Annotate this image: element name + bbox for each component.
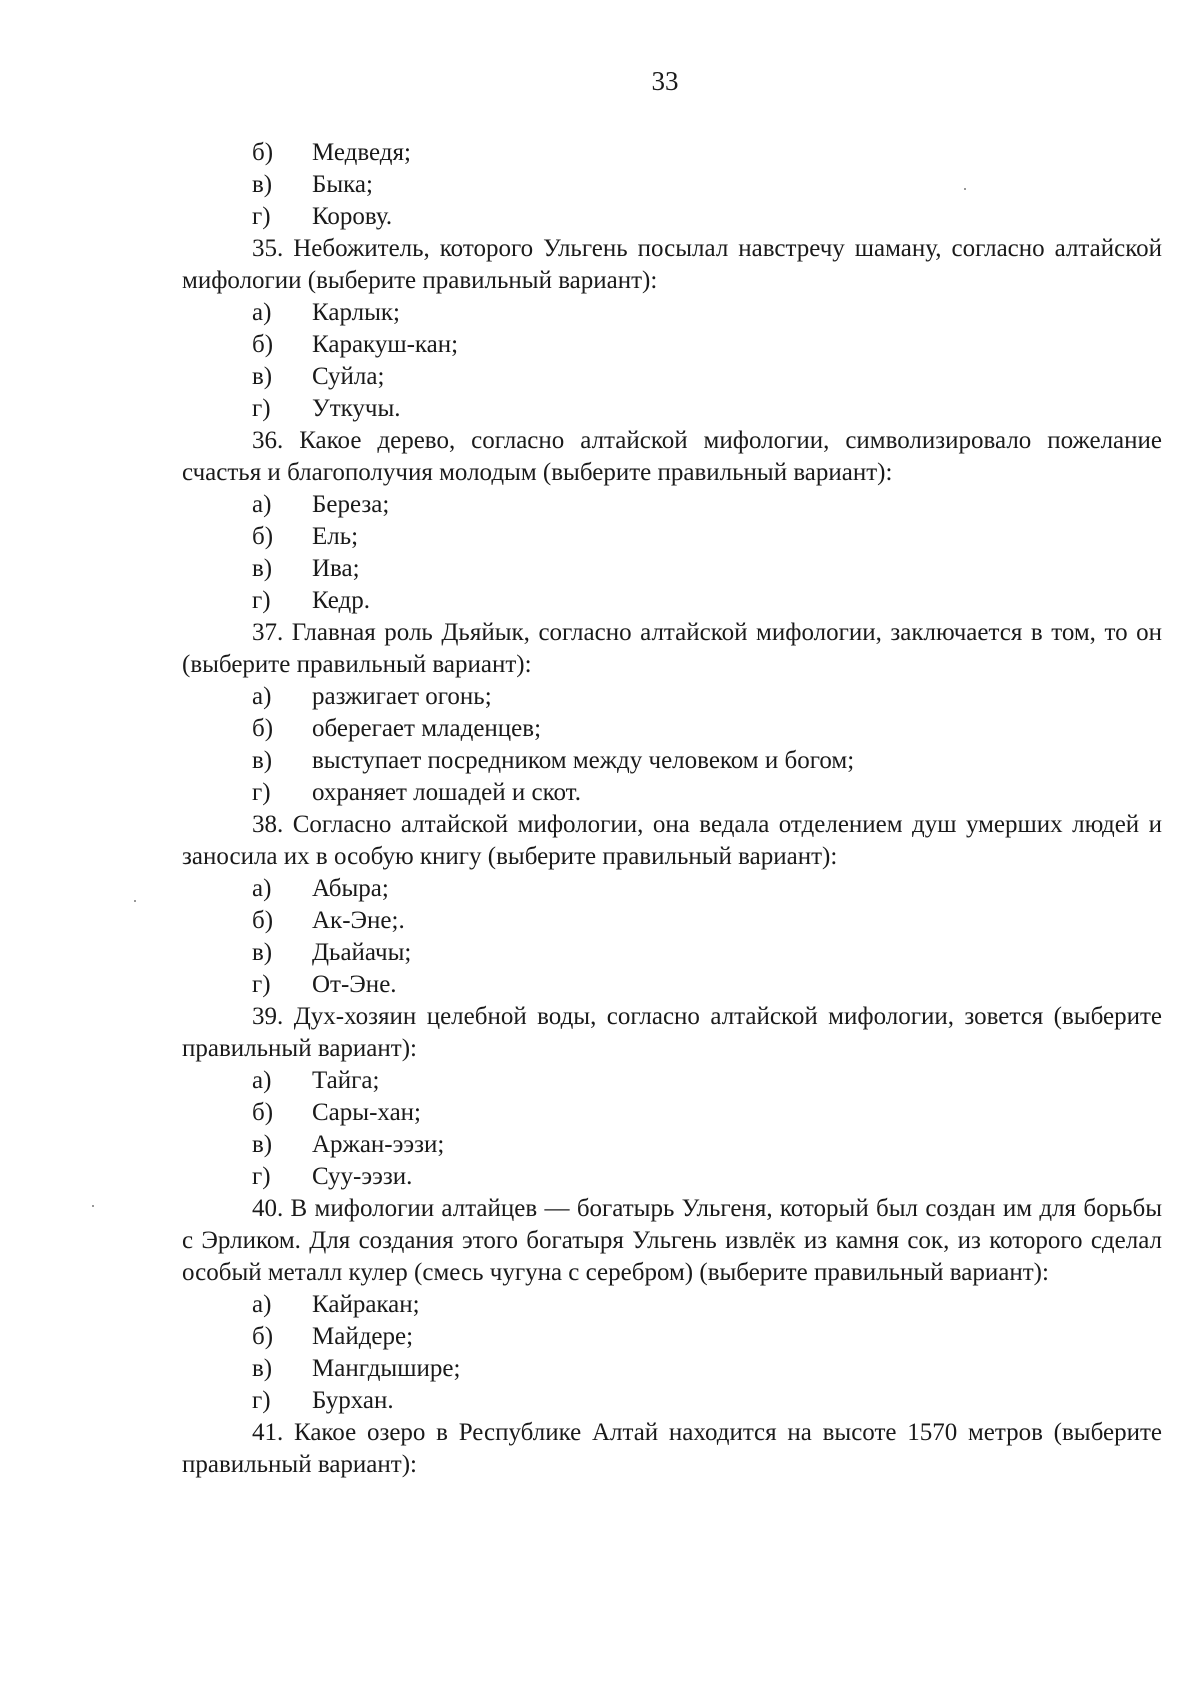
option-letter: б)	[252, 907, 274, 934]
question-35	[182, 233, 1162, 425]
option-letter: в)	[252, 171, 273, 198]
question-text: 38. Согласно алтайской мифологии, она ведала отделением душ умерших людей и заносила их в особую книгу (выберите правильный вариант):	[182, 811, 1162, 870]
question-38	[182, 809, 1162, 1001]
option-letter: б)	[252, 331, 274, 358]
option-item	[182, 489, 1162, 521]
question-40	[182, 1193, 1162, 1417]
option-text: Суйла;	[312, 363, 385, 390]
option-item	[182, 137, 1162, 169]
option-text: Уткучы.	[312, 395, 401, 422]
option-item	[182, 745, 1162, 777]
option-text: Майдере;	[312, 1323, 414, 1350]
option-letter: б)	[252, 139, 274, 166]
option-letter: б)	[252, 523, 274, 550]
option-item	[182, 329, 1162, 361]
option-text: Быка;	[312, 171, 373, 198]
option-item	[182, 585, 1162, 617]
option-item	[182, 1161, 1162, 1193]
option-item	[182, 1065, 1162, 1097]
option-item	[182, 1289, 1162, 1321]
option-item	[182, 521, 1162, 553]
question-text: 35. Небожитель, которого Ульгень посылал навстречу шаману, согласно алтайской мифологии (выберите правильный вариант):	[182, 235, 1162, 294]
option-letter: г)	[252, 1387, 271, 1414]
option-item	[182, 713, 1162, 745]
option-text: От-Эне.	[312, 971, 397, 998]
option-text: Суу-ээзи.	[312, 1163, 413, 1190]
option-letter: г)	[252, 395, 271, 422]
option-text: Ель;	[312, 523, 359, 550]
option-item	[182, 905, 1162, 937]
option-letter: б)	[252, 1099, 274, 1126]
option-letter: а)	[252, 299, 272, 326]
option-item	[182, 1097, 1162, 1129]
page-number: 33	[651, 66, 679, 96]
option-text: Медведя;	[312, 139, 411, 166]
question-41	[182, 1417, 1162, 1481]
option-letter: в)	[252, 1131, 273, 1158]
option-item	[182, 361, 1162, 393]
option-letter: в)	[252, 939, 273, 966]
option-letter: в)	[252, 363, 273, 390]
option-item	[182, 169, 1162, 201]
option-text: Береза;	[312, 491, 390, 518]
option-text: Дьайачы;	[312, 939, 412, 966]
option-text: Абыра;	[312, 875, 389, 902]
option-letter: г)	[252, 1163, 271, 1190]
question-text: 41. Какое озеро в Республике Алтай находится на высоте 1570 метров (выберите правильный вариант):	[182, 1419, 1162, 1478]
option-letter: а)	[252, 491, 272, 518]
scan-speck	[134, 900, 136, 902]
question-text: 37. Главная роль Дьяйык, согласно алтайской мифологии, заключается в том, то он (выберите правильный вариант):	[182, 619, 1162, 678]
option-text: Кедр.	[312, 587, 370, 614]
question-37	[182, 617, 1162, 809]
option-letter: а)	[252, 683, 272, 710]
option-item	[182, 681, 1162, 713]
option-item	[182, 1353, 1162, 1385]
option-text: Ива;	[312, 555, 360, 582]
option-item	[182, 393, 1162, 425]
option-item	[182, 777, 1162, 809]
question-text: 40. В мифологии алтайцев — богатырь Ульгеня, который был создан им для борьбы с Эрликом. Для создания этого богатыря Ульгень извлёк из камня сок, из которого сделал особый металл кулер (смесь чугуна с серебром) (выберите правильный вариант):	[182, 1195, 1162, 1286]
scan-speck	[964, 188, 966, 190]
option-letter: в)	[252, 1355, 273, 1382]
option-letter: г)	[252, 203, 271, 230]
option-text: охраняет лошадей и скот.	[312, 779, 581, 806]
question-text: 36. Какое дерево, согласно алтайской мифологии, символизировало пожелание счастья и благополучия молодым (выберите правильный вариант):	[182, 427, 1162, 486]
option-text: Бурхан.	[312, 1387, 394, 1414]
question-text: 39. Дух-хозяин целебной воды, согласно алтайской мифологии, зовется (выберите правильный вариант):	[182, 1003, 1162, 1062]
option-text: Ак-Эне;.	[312, 907, 405, 934]
option-letter: а)	[252, 1067, 272, 1094]
option-letter: в)	[252, 747, 273, 774]
option-text: Тайга;	[312, 1067, 380, 1094]
option-item	[182, 937, 1162, 969]
option-text: Карлык;	[312, 299, 400, 326]
option-text: выступает посредником между человеком и богом;	[312, 747, 855, 774]
scan-speck	[92, 1205, 94, 1207]
option-text: Кайракан;	[312, 1291, 420, 1318]
option-letter: г)	[252, 779, 271, 806]
continued-options	[182, 137, 1162, 233]
option-item	[182, 553, 1162, 585]
option-item	[182, 201, 1162, 233]
option-letter: б)	[252, 1323, 274, 1350]
option-text: разжигает огонь;	[312, 683, 492, 710]
option-text: Сары-хан;	[312, 1099, 421, 1126]
option-text: Каракуш-кан;	[312, 331, 459, 358]
option-text: Корову.	[312, 203, 393, 230]
option-item	[182, 1321, 1162, 1353]
option-letter: а)	[252, 875, 272, 902]
option-text: Мангдышире;	[312, 1355, 461, 1382]
question-39	[182, 1001, 1162, 1193]
option-letter: б)	[252, 715, 274, 742]
option-item	[182, 297, 1162, 329]
option-item	[182, 1129, 1162, 1161]
page-content	[182, 137, 1162, 1481]
option-letter: в)	[252, 555, 273, 582]
option-item	[182, 873, 1162, 905]
option-letter: г)	[252, 587, 271, 614]
option-text: оберегает младенцев;	[312, 715, 542, 742]
option-letter: а)	[252, 1291, 272, 1318]
question-36	[182, 425, 1162, 617]
option-text: Аржан-ээзи;	[312, 1131, 445, 1158]
option-letter: г)	[252, 971, 271, 998]
option-item	[182, 1385, 1162, 1417]
option-item	[182, 969, 1162, 1001]
